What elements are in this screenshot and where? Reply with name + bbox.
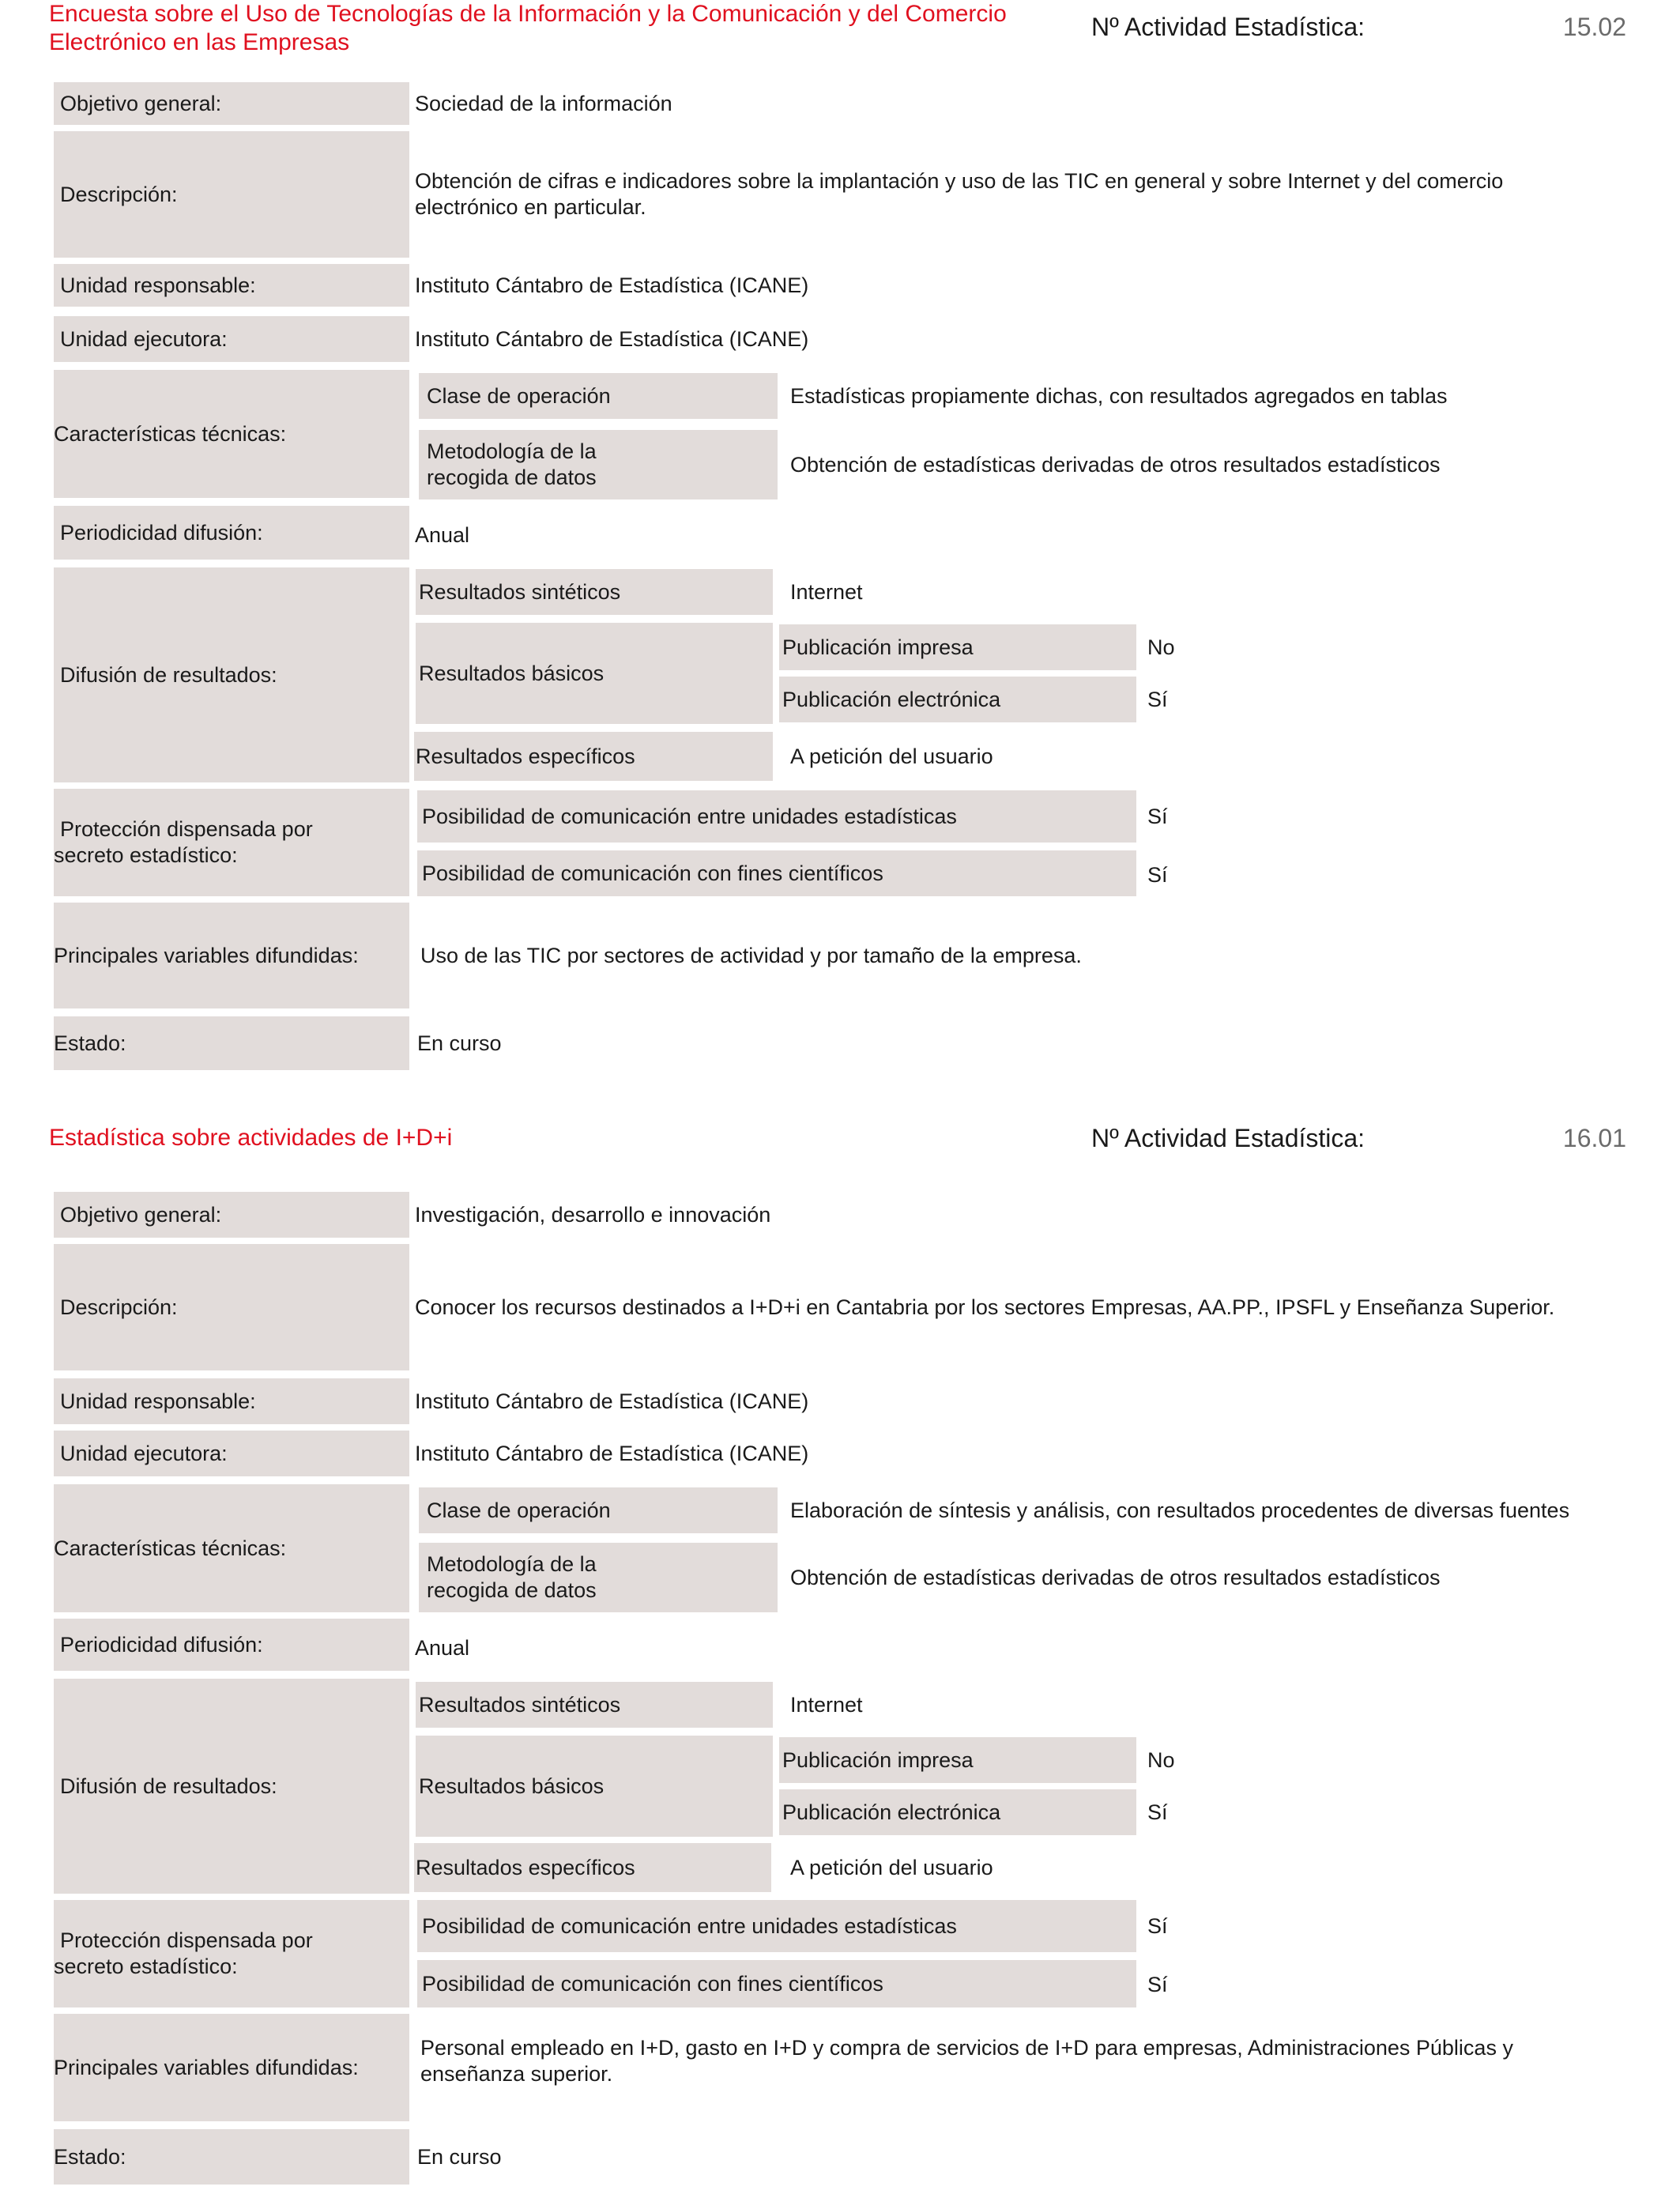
descripcion-label: Descripción: [54,131,409,258]
unidad-ejecutora-label: Unidad ejecutora: [54,1431,409,1476]
activity-title [49,0,1100,57]
objetivo-value: Sociedad de la información [415,91,672,115]
descripcion-line: Conocer los recursos destinados a I+D+i en Cantabria por los sectores Empresas, AA.PP., IPSFL y Enseñanza Superior. [415,1295,1555,1319]
variables-line: Personal empleado en I+D, gasto en I+D y compra de servicios de I+D para empresas, Administraciones Públicas y [420,2036,1513,2060]
variables-line: enseñanza superior. [420,2062,613,2086]
proteccion-label-line: secreto estadístico: [54,1955,238,1978]
resultados-basicos-label: Resultados básicos [416,1736,773,1837]
objetivo-label: Objetivo general: [54,82,409,125]
comunicacion-cientificos-label: Posibilidad de comunicación con fines científicos [417,1960,1136,2007]
metodologia-label-line: recogida de datos [427,1578,597,1602]
descripcion-value [415,1244,1671,1370]
unidad-responsable-label: Unidad responsable: [54,1378,409,1424]
unidad-ejecutora-value: Instituto Cántabro de Estadística (ICANE) [415,326,809,351]
unidad-ejecutora-label: Unidad ejecutora: [54,316,409,362]
resultados-especificos-label: Resultados específicos [414,732,773,781]
resultados-sinteticos-label: Resultados sintéticos [416,569,773,615]
unidad-responsable-value: Instituto Cántabro de Estadística (ICANE) [415,1389,809,1413]
periodicidad-value: Anual [415,1635,470,1660]
proteccion-label-line: Protección dispensada por [60,1928,313,1952]
caracteristicas-label: Características técnicas: [54,1484,409,1612]
objetivo-label: Objetivo general: [54,1192,409,1238]
unidad-ejecutora-value: Instituto Cántabro de Estadística (ICANE) [415,1441,809,1465]
activity-title [49,1124,1100,1152]
resultados-especificos-label: Resultados específicos [414,1843,771,1892]
metodologia-label-line: Metodología de la [427,439,597,463]
periodicidad-label: Periodicidad difusión: [54,1619,409,1671]
descripcion-label: Descripción: [54,1244,409,1370]
activity-block-16-01 [0,1113,1680,2194]
metodologia-label [419,430,778,499]
resultados-sinteticos-value: Internet [790,1692,863,1717]
publicacion-impresa-label: Publicación impresa [779,624,1136,670]
proteccion-label-line: secreto estadístico: [54,843,238,867]
difusion-label: Difusión de resultados: [54,567,409,782]
periodicidad-value: Anual [415,522,470,547]
clase-operacion-value: Elaboración de síntesis y análisis, con resultados procedentes de diversas fuentes [790,1498,1570,1522]
metodologia-label [419,1543,778,1612]
metodologia-label-line: recogida de datos [427,466,597,489]
activity-number-value: 16.01 [1562,1124,1626,1152]
publicacion-electronica-label: Publicación electrónica [779,1789,1136,1835]
comunicacion-cientificos-label: Posibilidad de comunicación con fines científicos [417,850,1136,896]
metodologia-value: Obtención de estadísticas derivadas de otros resultados estadísticos [790,452,1441,477]
activity-title-line2: Electrónico en las Empresas [49,29,350,55]
variables-line: Uso de las TIC por sectores de actividad y por tamaño de la empresa. [420,943,1082,967]
resultados-sinteticos-label: Resultados sintéticos [416,1682,773,1728]
descripcion-line: Obtención de cifras e indicadores sobre la implantación y uso de las TIC en general y sobre Internet y del comercio [415,169,1504,193]
estado-label: Estado: [54,1016,409,1070]
publicacion-electronica-value: Sí [1147,687,1168,711]
comunicacion-unidades-label: Posibilidad de comunicación entre unidades estadísticas [417,790,1136,843]
metodologia-label-line: Metodología de la [427,1552,597,1576]
variables-value [420,903,1653,1008]
variables-label: Principales variables difundidas: [54,2014,409,2121]
activity-title-line1: Encuesta sobre el Uso de Tecnologías de la Información y la Comunicación y del Comercio [49,1,1007,27]
variables-value [420,2014,1653,2109]
clase-operacion-label: Clase de operación [419,373,778,419]
resultados-especificos-value: A petición del usuario [790,1855,993,1879]
activity-block-15-02 [0,0,1680,1091]
metodologia-value: Obtención de estadísticas derivadas de otros resultados estadísticos [790,1565,1441,1589]
proteccion-label [54,1900,409,2007]
publicacion-electronica-value: Sí [1147,1800,1168,1824]
comunicacion-cientificos-value: Sí [1147,1972,1168,1996]
estado-value: En curso [417,1031,502,1055]
caracteristicas-label: Características técnicas: [54,370,409,498]
publicacion-impresa-value: No [1147,635,1175,659]
estado-label: Estado: [54,2129,409,2185]
estado-value: En curso [417,2144,502,2169]
clase-operacion-label: Clase de operación [419,1487,778,1533]
comunicacion-unidades-label: Posibilidad de comunicación entre unidades estadísticas [417,1900,1136,1952]
activity-title-line1: Estadística sobre actividades de I+D+i [49,1125,453,1151]
proteccion-label-line: Protección dispensada por [60,817,313,841]
proteccion-label [54,789,409,896]
comunicacion-unidades-value: Sí [1147,1913,1168,1938]
variables-label: Principales variables difundidas: [54,903,409,1008]
difusion-label: Difusión de resultados: [54,1679,409,1894]
publicacion-electronica-label: Publicación electrónica [779,677,1136,722]
activity-number-value: 15.02 [1562,13,1626,41]
activity-number-label: Nº Actividad Estadística: [1091,13,1365,41]
descripcion-line: electrónico en particular. [415,195,646,219]
activity-number-label: Nº Actividad Estadística: [1091,1124,1365,1152]
unidad-responsable-label: Unidad responsable: [54,264,409,307]
comunicacion-unidades-value: Sí [1147,804,1168,828]
unidad-responsable-value: Instituto Cántabro de Estadística (ICANE) [415,273,809,297]
periodicidad-label: Periodicidad difusión: [54,506,409,560]
objetivo-value: Investigación, desarrollo e innovación [415,1202,771,1227]
resultados-especificos-value: A petición del usuario [790,744,993,768]
clase-operacion-value: Estadísticas propiamente dichas, con resultados agregados en tablas [790,383,1448,408]
resultados-sinteticos-value: Internet [790,579,863,604]
publicacion-impresa-label: Publicación impresa [779,1737,1136,1783]
publicacion-impresa-value: No [1147,1747,1175,1772]
comunicacion-cientificos-value: Sí [1147,862,1168,887]
descripcion-value [415,131,1648,258]
resultados-basicos-label: Resultados básicos [416,623,773,724]
